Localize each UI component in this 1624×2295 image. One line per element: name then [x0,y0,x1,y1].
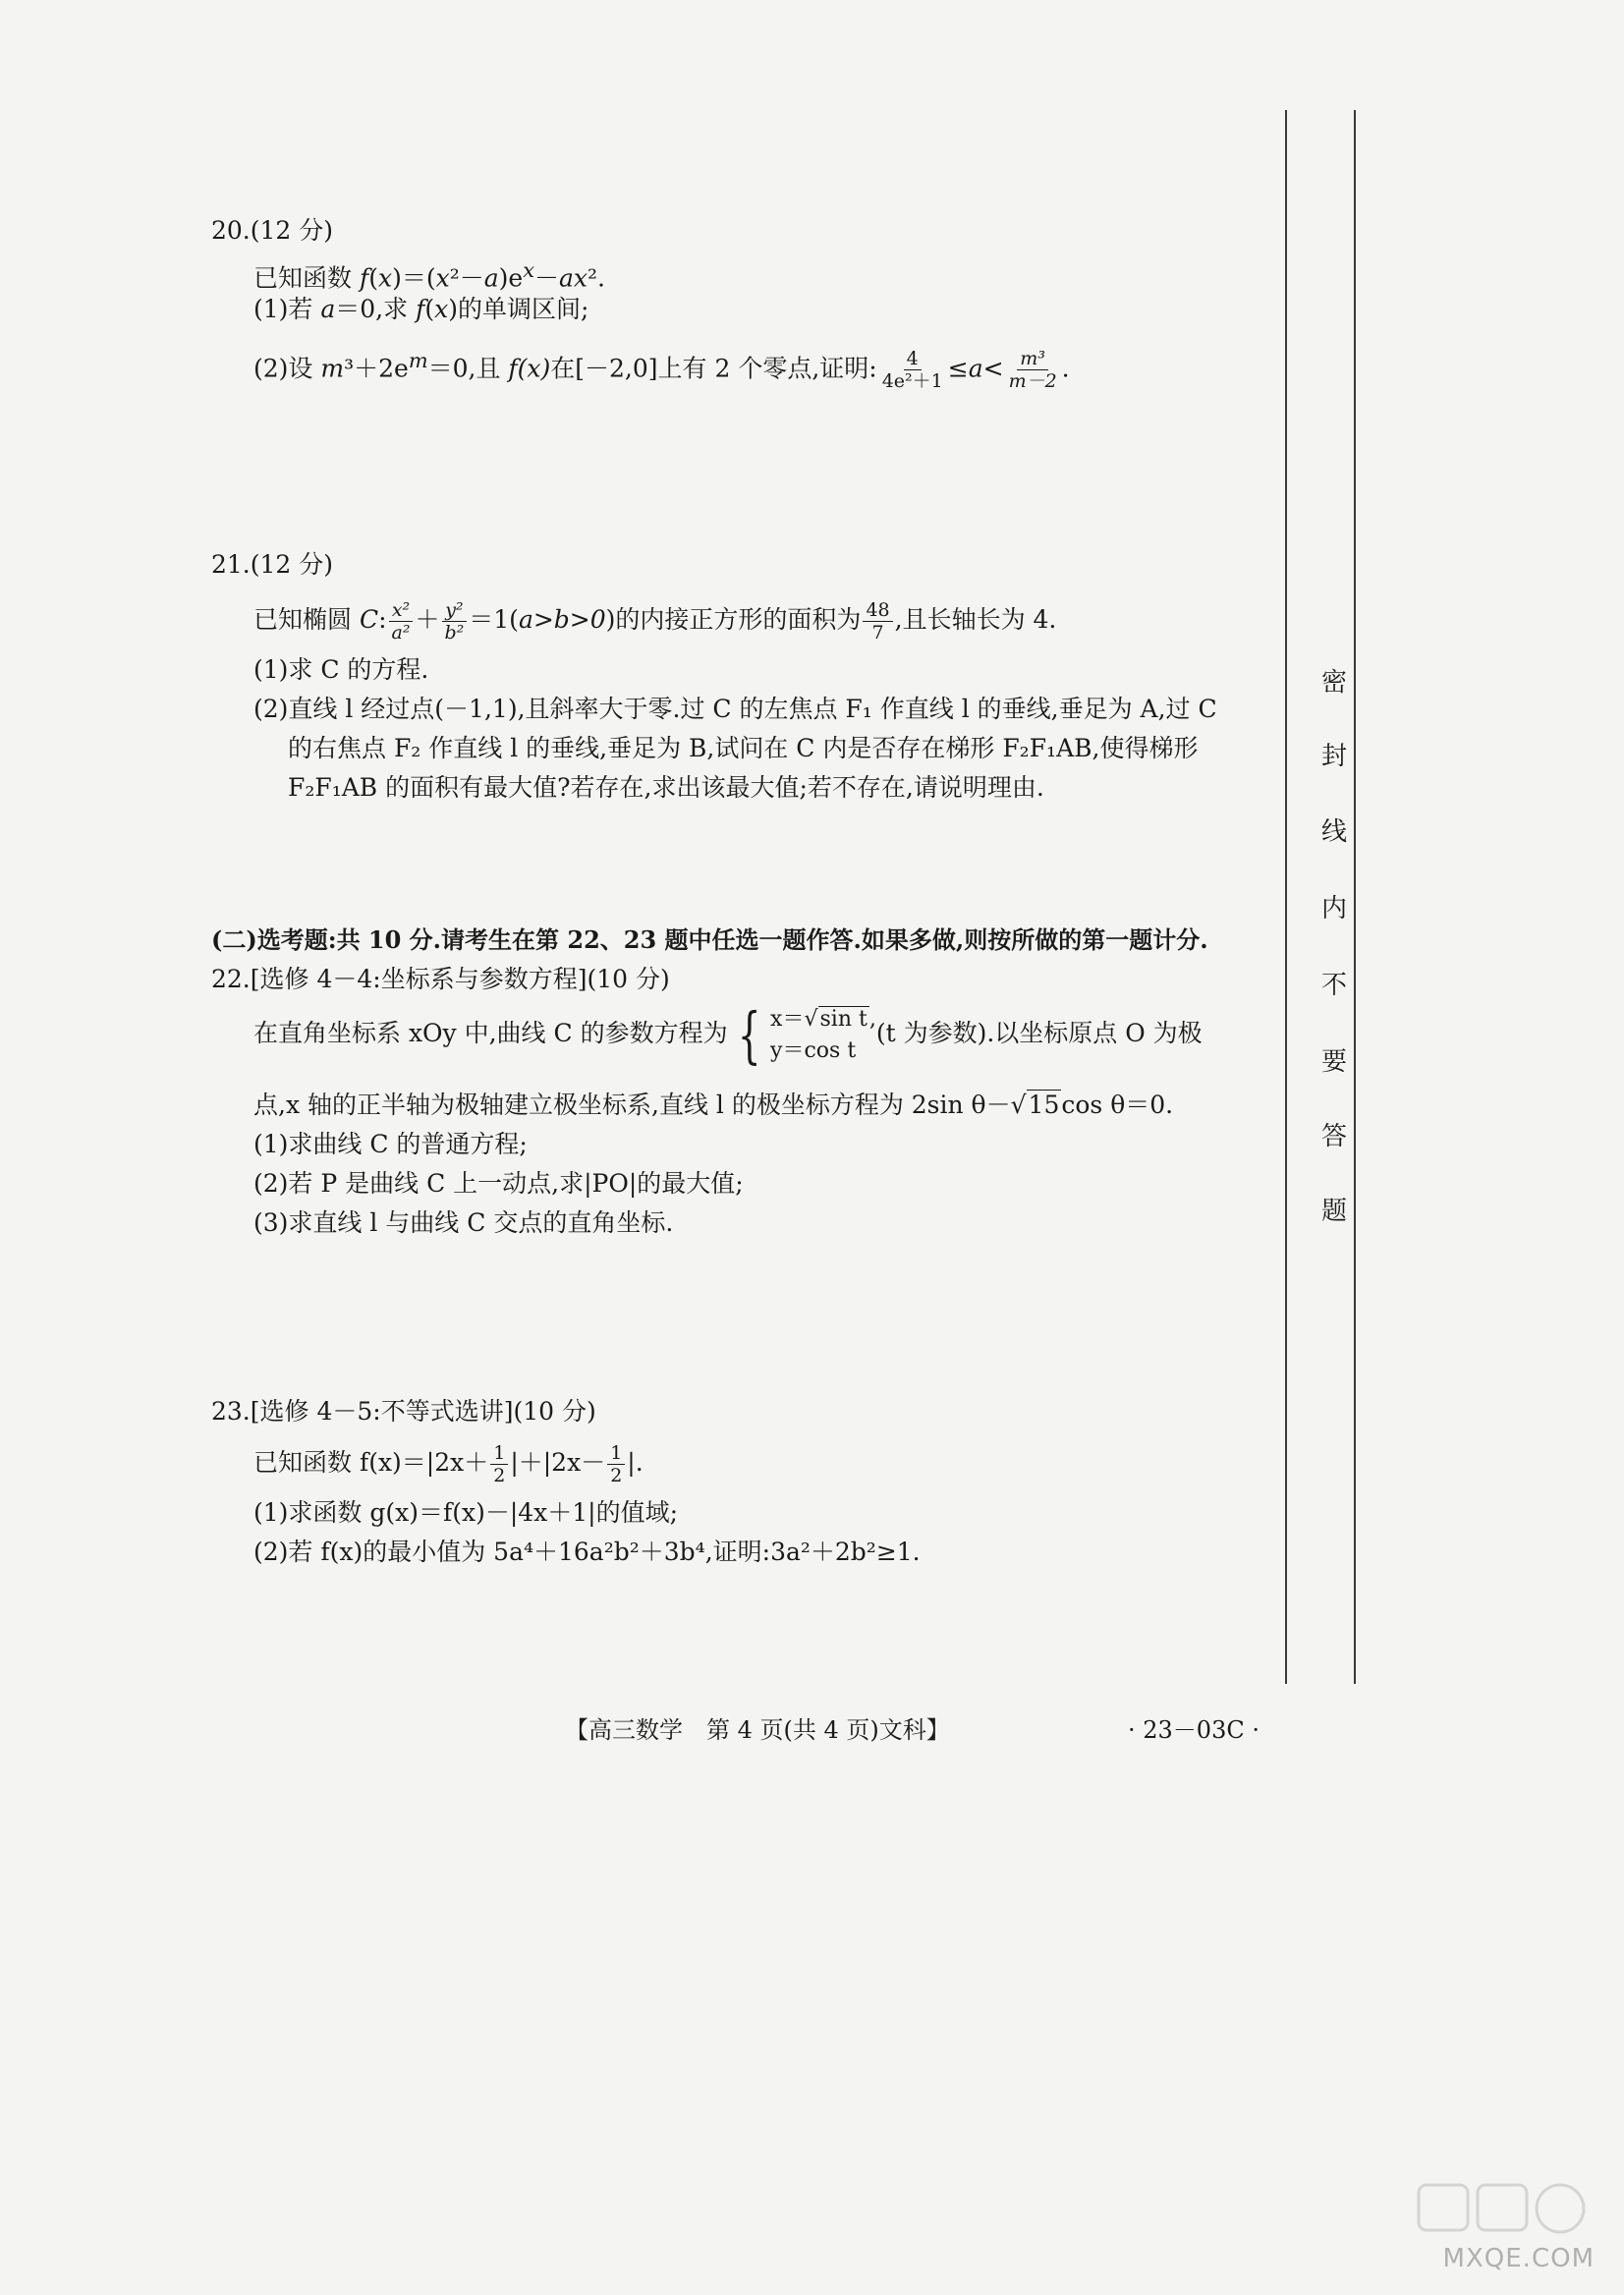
q23-stem: 已知函数 f(x)＝|2x＋ $\frac{1}{2}$ |＋|2x－ $\frac{1}{2}$ |. [253,1442,644,1486]
fraction: $\frac{48}{7}$ [863,599,892,644]
seal-char: 线 [1320,817,1347,847]
q22-stem-line1: 在直角坐标系 xOy 中,曲线 C 的参数方程为 { x＝√sin t, y＝cos t (t 为参数).以坐标原点 O 为极 [253,998,1203,1071]
q22-part1: (1)求曲线 C 的普通方程; [253,1130,528,1158]
q21-part2-line3: F₂F₁AB 的面积有最大值?若存在,求出该最大值;若不存在,请说明理由. [288,773,1044,802]
q22-stem-line2: 点,x 轴的正半轴为极轴建立极坐标系,直线 l 的极坐标方程为 2sin θ－√15cos θ＝0. [253,1091,1174,1119]
section-heading: (二)选考题:共 10 分.请考生在第 22、23 题中任选一题作答.如果多做,则按所做的第一题计分. [211,925,1208,954]
fraction: $\frac{\text{x²}}{\text{a²}}$ [389,599,414,644]
q22-header: 22.[选修 4－4:坐标系与参数方程](10 分) [211,965,670,993]
fraction: $\frac{\text{y²}}{\text{b²}}$ [442,599,468,644]
watermark-text: MXQE.COM [1442,2244,1595,2273]
q21-part2-line1: (2)直线 l 经过点(－1,1),且斜率大于零.过 C 的左焦点 F₁ 作直线 l 的垂线,垂足为 A,过 C [253,695,1217,723]
fraction: $\frac{\text{m³}}{m-2}$ [1008,348,1057,393]
q23-part1: (1)求函数 g(x)＝f(x)－|4x＋1|的值域; [253,1498,679,1527]
seal-border-right [1354,110,1356,1684]
seal-char: 答 [1320,1122,1347,1151]
fraction: $\frac{4}{\text{4e²＋1}}$ [881,348,943,393]
seal-char: 不 [1320,971,1347,1000]
page-footer: 【高三数学 第 4 页(共 4 页)文科】 [565,1716,950,1744]
q21-part1: (1)求 C 的方程. [253,655,429,684]
q21-stem: 已知椭圆 C: $\frac{\text{x²}}{\text{a²}}$ ＋ $\frac{\text{y²}}{\text{b²}}$ ＝1(a>b>0)的内接正方形的面积为 $\frac{48}{7}$ ,且长轴长为 4. [253,599,1057,644]
equation-system: { x＝√sin t, y＝cos t [737,998,876,1071]
q21-part2-line2: 的右焦点 F₂ 作直线 l 的垂线,垂足为 B,试问在 C 内是否存在梯形 F₂F₁AB,使得梯形 [288,734,1199,762]
fraction: $\frac{1}{2}$ [607,1442,625,1486]
q23-part2: (2)若 f(x)的最小值为 5a⁴＋16a²b²＋3b⁴,证明:3a²＋2b²≥1. [253,1538,921,1566]
seal-char: 要 [1320,1047,1347,1077]
seal-char: 封 [1320,742,1347,771]
seal-border-left [1285,110,1287,1684]
q20-part1: (1)若 a＝0,求 f(x)的单调区间; [253,295,589,323]
q21-header: 21.(12 分) [211,550,334,579]
q20-header: 20.(12 分) [211,216,334,245]
q20-part2: (2)设 $m^3+2e^m=0$,且 f(x)在[－2,0]上有 2 个零点,证明: $\frac{4}{\text{4e²＋1}}$ ≤a< $\frac{\text{m³}}{m-2}$ . [253,348,1070,393]
q23-header: 23.[选修 4－5:不等式选讲](10 分) [211,1397,596,1426]
fraction: $\frac{1}{2}$ [490,1442,508,1486]
q20-stem: 已知函数 $f(x)=(x^2-a)e^x-ax^2$. [253,258,605,293]
q22-part2: (2)若 P 是曲线 C 上一动点,求|PO|的最大值; [253,1169,744,1198]
seal-char: 密 [1320,668,1347,698]
paper-code: · 23－03C · [1128,1716,1260,1744]
seal-char: 内 [1320,894,1347,924]
seal-char: 题 [1320,1197,1347,1226]
q22-part3: (3)求直线 l 与曲线 C 交点的直角坐标. [253,1208,674,1237]
